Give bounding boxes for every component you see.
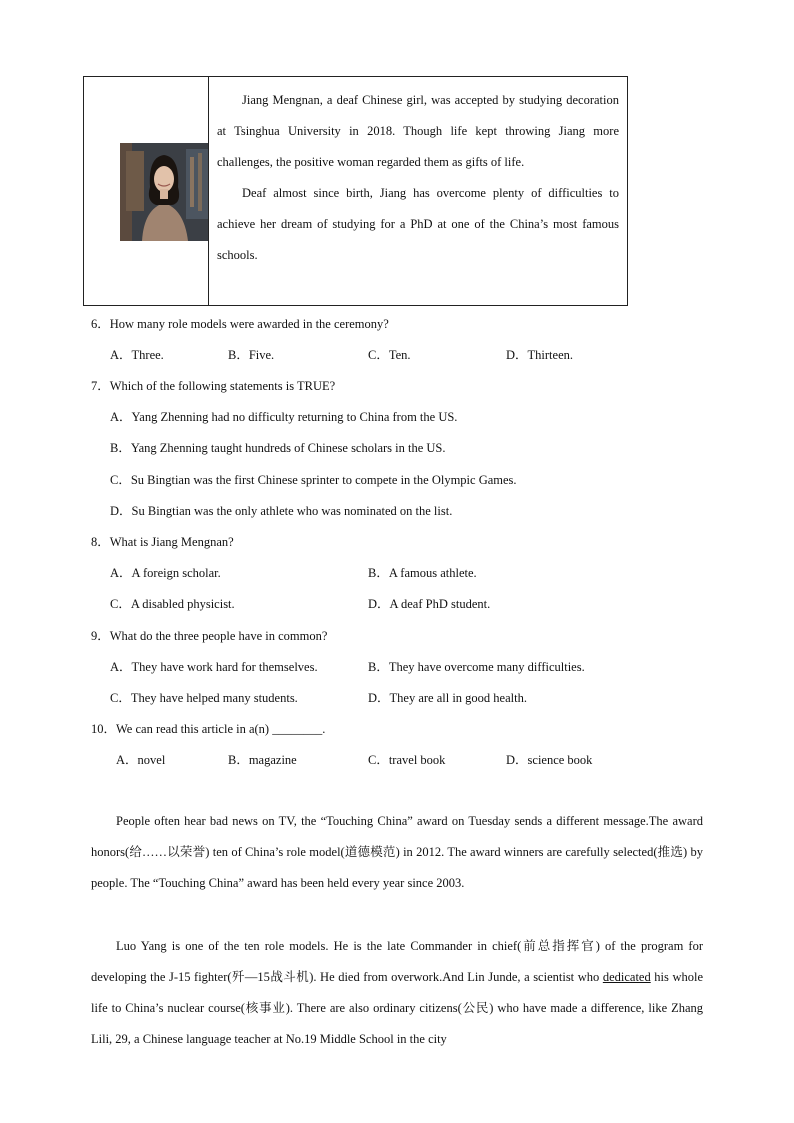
question-6-option-b[interactable]: B．Five. [228, 348, 275, 362]
profile-box [83, 76, 628, 306]
question-8-option-b[interactable]: B．A famous athlete. [368, 566, 477, 580]
question-7-option-d[interactable]: D．Su Bingtian was the only athlete who was nominated on the list. [110, 504, 453, 518]
question-10-option-b[interactable]: B．magazine [228, 753, 297, 767]
passage-paragraph-2-start: Luo Yang is one of the ten role models. He is the late Commander in chief(前总指挥官) of the program for developing the J-15 fighter(歼—15战斗机). He died from overwork.And Lin Junde, a scientist who [91, 939, 703, 984]
question-9-option-d[interactable]: D．They are all in good health. [368, 691, 527, 705]
question-6-stem: 6．How many role models were awarded in the ceremony? [91, 317, 389, 331]
question-10-option-d[interactable]: D．science book [506, 753, 593, 767]
question-6-option-c[interactable]: C．Ten. [368, 348, 411, 362]
question-9-stem: 9．What do the three people have in common? [91, 629, 328, 643]
passage-paragraph-2 [91, 931, 703, 1055]
question-8-option-d[interactable]: D．A deaf PhD student. [368, 597, 491, 611]
question-8-stem: 8．What is Jiang Mengnan? [91, 535, 234, 549]
question-6-option-a[interactable]: A．Three. [110, 348, 164, 362]
question-8-option-c[interactable]: C．A disabled physicist. [110, 597, 235, 611]
underlined-word-dedicated: dedicated [602, 970, 651, 984]
question-7-option-c[interactable]: C．Su Bingtian was the first Chinese sprinter to compete in the Olympic Games. [110, 473, 517, 487]
profile-text [209, 77, 627, 305]
question-7-option-b[interactable]: B．Yang Zhenning taught hundreds of Chinese scholars in the US. [110, 441, 446, 455]
profile-paragraph-2: Deaf almost since birth, Jiang has overcome plenty of difficulties to achieve her dream of studying for a PhD at one of the China’s most famous schools. [217, 186, 619, 262]
question-9-option-a[interactable]: A．They have work hard for themselves. [110, 660, 318, 674]
photo-cell [84, 77, 209, 305]
question-9-option-b[interactable]: B．They have overcome many difficulties. [368, 660, 585, 674]
question-7-option-a[interactable]: A．Yang Zhenning had no difficulty returning to China from the US. [110, 410, 458, 424]
profile-paragraph-1: Jiang Mengnan, a deaf Chinese girl, was accepted by studying decoration at Tsinghua University in 2018. Though life kept throwing Jiang more challenges, the positive woman regarded them as gifts of life. [217, 93, 619, 169]
passage-paragraph-2-end: his whole life to China’s nuclear course(核事业). There are also ordinary citizens(公民) who have made a difference, like Zhang Lili, 29, a Chinese language teacher at No.19 Middle School in the city [91, 970, 703, 1046]
question-9-option-c[interactable]: C．They have helped many students. [110, 691, 298, 705]
question-10-stem: 10．We can read this article in a(n) ________. [91, 722, 326, 736]
question-7-stem: 7．Which of the following statements is TRUE? [91, 379, 336, 393]
passage-paragraph-1: People often hear bad news on TV, the “Touching China” award on Tuesday sends a different message.The award honors(给……以荣誉) ten of China’s role model(道德模范) in 2012. The award winners are carefully selected(推选) by people. The “Touching China” award has been held every year since 2003. [91, 814, 703, 890]
portrait-photo [120, 143, 208, 241]
question-10-option-a[interactable]: A．novel [116, 753, 166, 767]
question-10-option-c[interactable]: C．travel book [368, 753, 446, 767]
question-8-option-a[interactable]: A．A foreign scholar. [110, 566, 221, 580]
question-6-option-d[interactable]: D．Thirteen. [506, 348, 573, 362]
